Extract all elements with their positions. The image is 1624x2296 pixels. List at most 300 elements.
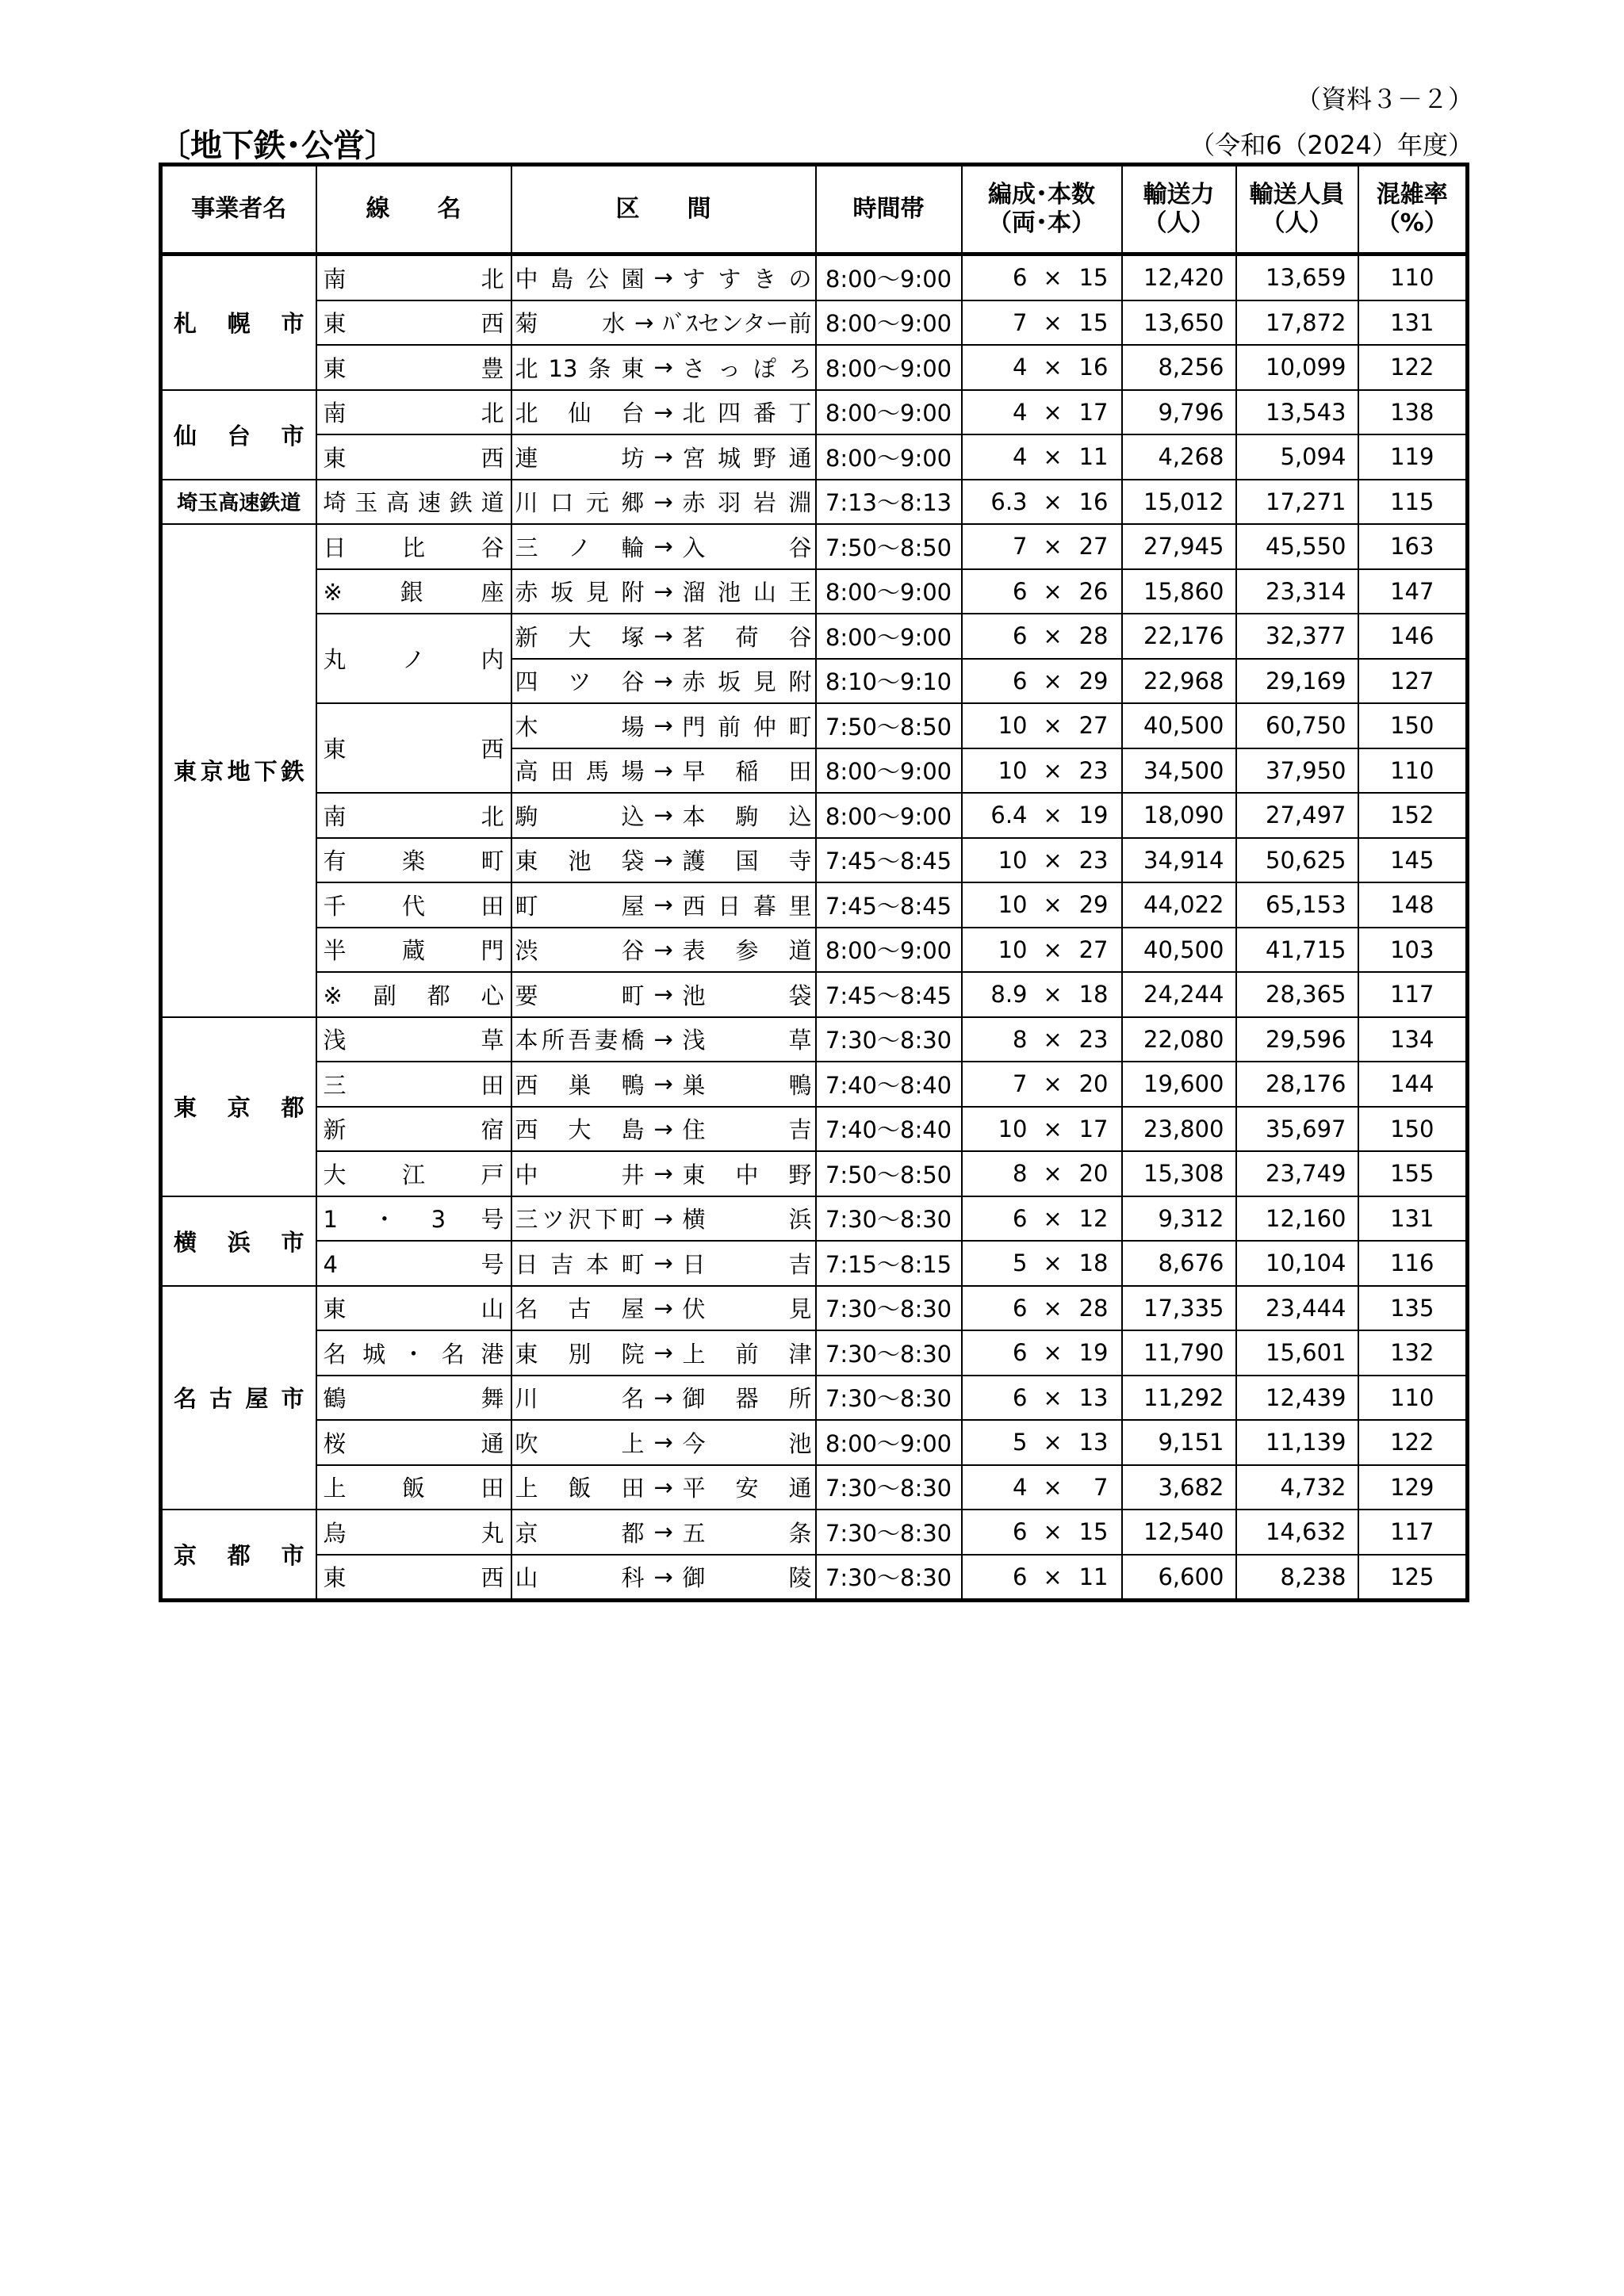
section-wrap (515, 1471, 812, 1503)
formation-cars: 7 (1013, 1070, 1028, 1098)
section-cell (511, 928, 816, 973)
formation-wrap (969, 1518, 1115, 1545)
section-wrap (515, 754, 812, 786)
table-row (161, 1420, 1468, 1465)
time-band-cell: 7:30～8:30 (816, 1465, 962, 1510)
formation-trains: 28 (1078, 622, 1109, 650)
section-to: 東中野 (682, 1161, 812, 1188)
times-sign: × (1043, 802, 1063, 829)
capacity-cell: 22,080 (1122, 1017, 1236, 1062)
capacity-cell: 40,500 (1122, 703, 1236, 748)
passengers-cell: 28,365 (1236, 972, 1358, 1017)
formation-wrap (969, 533, 1115, 560)
formation-cars: 5 (1013, 1429, 1028, 1456)
congestion-rate-cell: 150 (1358, 1107, 1468, 1152)
capacity-cell: 6,600 (1122, 1555, 1236, 1601)
section-cell (511, 254, 816, 300)
section-from: 日吉本町 (515, 1250, 645, 1278)
formation-cell (962, 1062, 1122, 1107)
passengers-cell: 13,659 (1236, 254, 1358, 300)
formation-cars: 10 (998, 891, 1028, 919)
section-from: 名古屋 (515, 1295, 645, 1323)
formation-cell (962, 614, 1122, 659)
table-row (161, 1107, 1468, 1152)
formation-cars: 4 (1013, 354, 1028, 381)
passengers-cell: 14,632 (1236, 1510, 1358, 1555)
congestion-rate-cell: 117 (1358, 972, 1468, 1017)
capacity-cell: 18,090 (1122, 793, 1236, 838)
congestion-rate-cell: 146 (1358, 614, 1468, 659)
formation-trains: 17 (1078, 1115, 1109, 1142)
formation-cars: 4 (1013, 1473, 1028, 1501)
table-row (161, 614, 1468, 659)
header-formation: 編成･本数 （両･本） (962, 165, 1122, 254)
section-to: 御器所 (682, 1385, 812, 1413)
formation-wrap (969, 1474, 1115, 1501)
table-row (161, 928, 1468, 973)
table-row (161, 1510, 1468, 1555)
section-wrap (515, 306, 812, 339)
section-to: 赤羽岩淵 (682, 489, 812, 517)
header-operator: 事業者名 (161, 165, 316, 254)
arrow-icon: → (653, 398, 673, 426)
capacity-cell: 23,800 (1122, 1107, 1236, 1152)
times-sign: × (1043, 1294, 1063, 1322)
capacity-cell: 44,022 (1122, 882, 1236, 928)
congestion-rate-cell: 135 (1358, 1286, 1468, 1331)
formation-trains: 18 (1078, 981, 1109, 1008)
congestion-rate-cell: 148 (1358, 882, 1468, 928)
time-band-cell: 7:30～8:30 (816, 1286, 962, 1331)
formation-cell (962, 1286, 1122, 1331)
congestion-rate-cell: 103 (1358, 928, 1468, 973)
formation-cars: 8.9 (990, 981, 1028, 1008)
section-from: 上飯田 (515, 1475, 645, 1502)
congestion-rate-cell: 117 (1358, 1510, 1468, 1555)
section-from: 赤坂見附 (515, 579, 645, 607)
section-wrap (515, 351, 812, 384)
table-row (161, 1465, 1468, 1510)
section-wrap (515, 889, 812, 921)
section-from: 西大島 (515, 1116, 645, 1144)
section-to: 五条 (682, 1519, 812, 1547)
arrow-icon: → (653, 354, 673, 381)
section-cell (511, 748, 816, 794)
section-from: 駒込 (515, 802, 645, 830)
formation-trains: 11 (1078, 1563, 1109, 1590)
time-band-cell: 7:40～8:40 (816, 1062, 962, 1107)
times-sign: × (1043, 1070, 1063, 1098)
formation-cars: 10 (998, 936, 1028, 963)
congestion-rate-cell: 132 (1358, 1330, 1468, 1376)
passengers-cell: 17,872 (1236, 300, 1358, 346)
congestion-rate-cell: 129 (1358, 1465, 1468, 1510)
section-from: 北仙台 (515, 400, 645, 427)
times-sign: × (1043, 398, 1063, 426)
formation-cars: 6 (1013, 1518, 1028, 1546)
time-band-cell: 8:00～9:00 (816, 390, 962, 435)
operator-cell: 札幌市 (161, 254, 316, 390)
formation-wrap (969, 578, 1115, 605)
congestion-rate-cell: 134 (1358, 1017, 1468, 1062)
section-from: 北13条東 (515, 354, 645, 382)
section-cell (511, 300, 816, 346)
formation-cars: 6 (1013, 264, 1028, 292)
capacity-cell: 9,151 (1122, 1420, 1236, 1465)
formation-trains: 18 (1078, 1249, 1109, 1277)
formation-trains: 23 (1078, 1025, 1109, 1053)
congestion-rate-cell: 150 (1358, 703, 1468, 748)
times-sign: × (1043, 1383, 1063, 1411)
section-cell (511, 614, 816, 659)
time-band-cell: 7:50～8:50 (816, 1151, 962, 1196)
time-band-cell: 7:45～8:45 (816, 972, 962, 1017)
arrow-icon: → (653, 802, 673, 829)
times-sign: × (1043, 712, 1063, 740)
formation-cell (962, 748, 1122, 794)
section-cell (511, 1017, 816, 1062)
formation-trains: 13 (1078, 1429, 1109, 1456)
arrow-icon: → (653, 1115, 673, 1142)
formation-cars: 4 (1013, 443, 1028, 471)
table-row (161, 480, 1468, 525)
formation-trains: 16 (1078, 354, 1109, 381)
formation-cell (962, 838, 1122, 883)
line-name-cell: ※副都心 (316, 972, 511, 1017)
passengers-cell: 4,732 (1236, 1465, 1358, 1510)
formation-cars: 6 (1013, 667, 1028, 695)
line-name-cell: 半蔵門 (316, 928, 511, 973)
congestion-rate-cell: 122 (1358, 345, 1468, 390)
passengers-cell: 12,439 (1236, 1376, 1358, 1421)
capacity-cell: 9,796 (1122, 390, 1236, 435)
congestion-rate-cell: 144 (1358, 1062, 1468, 1107)
table-row (161, 1330, 1468, 1376)
section-to: 本駒込 (682, 802, 812, 830)
arrow-icon: → (653, 1249, 673, 1277)
formation-cell (962, 345, 1122, 390)
arrow-icon: → (653, 1518, 673, 1546)
formation-cars: 10 (998, 846, 1028, 874)
section-cell (511, 345, 816, 390)
operator-cell: 仙台市 (161, 390, 316, 480)
line-name-cell: 新宿 (316, 1107, 511, 1152)
section-to: すすきの (682, 265, 812, 293)
arrow-icon: → (653, 667, 673, 695)
table-row (161, 1196, 1468, 1242)
formation-trains: 13 (1078, 1383, 1109, 1411)
table-row (161, 793, 1468, 838)
formation-wrap (969, 1384, 1115, 1411)
time-band-cell: 7:45～8:45 (816, 882, 962, 928)
formation-cell (962, 1241, 1122, 1286)
formation-wrap (969, 757, 1115, 784)
section-from: 高田馬場 (515, 758, 645, 786)
section-to: 護国寺 (682, 848, 812, 875)
time-band-cell: 7:30～8:30 (816, 1196, 962, 1242)
operator-cell: 東京都 (161, 1017, 316, 1196)
formation-trains: 7 (1094, 1473, 1109, 1501)
congestion-rate-cell: 115 (1358, 480, 1468, 525)
time-band-cell: 7:13～8:13 (816, 480, 962, 525)
formation-cars: 4 (1013, 398, 1028, 426)
section-from: 三ノ輪 (515, 534, 645, 561)
formation-wrap (969, 1339, 1115, 1366)
formation-cell (962, 972, 1122, 1017)
table-row (161, 254, 1468, 300)
formation-wrap (969, 354, 1115, 381)
operator-cell: 名古屋市 (161, 1286, 316, 1510)
formation-wrap (969, 981, 1115, 1008)
section-to: 入谷 (682, 534, 812, 561)
time-band-cell: 7:30～8:30 (816, 1510, 962, 1555)
formation-trains: 20 (1078, 1160, 1109, 1188)
formation-cars: 10 (998, 712, 1028, 740)
formation-cars: 5 (1013, 1249, 1028, 1277)
congestion-rate-cell: 131 (1358, 1196, 1468, 1242)
congestion-rate-cell: 122 (1358, 1420, 1468, 1465)
arrow-icon: → (653, 577, 673, 605)
times-sign: × (1043, 533, 1063, 561)
formation-wrap (969, 622, 1115, 649)
capacity-cell: 9,312 (1122, 1196, 1236, 1242)
formation-wrap (969, 1249, 1115, 1276)
time-band-cell: 7:50～8:50 (816, 524, 962, 569)
times-sign: × (1043, 622, 1063, 650)
formation-cell (962, 524, 1122, 569)
capacity-cell: 4,268 (1122, 434, 1236, 480)
capacity-cell: 12,420 (1122, 254, 1236, 300)
section-cell (511, 1330, 816, 1376)
section-cell (511, 793, 816, 838)
times-sign: × (1043, 264, 1063, 292)
section-to: 宮城野通 (682, 444, 812, 472)
section-wrap (515, 1202, 812, 1234)
capacity-cell: 3,682 (1122, 1465, 1236, 1510)
times-sign: × (1043, 443, 1063, 471)
formation-cars: 8 (1013, 1025, 1028, 1053)
section-wrap (515, 1381, 812, 1414)
line-name-cell: 南北 (316, 793, 511, 838)
formation-cell (962, 1420, 1122, 1465)
time-band-cell: 8:00～9:00 (816, 793, 962, 838)
arrow-icon: → (653, 1383, 673, 1411)
formation-cars: 7 (1013, 533, 1028, 561)
capacity-cell: 40,500 (1122, 928, 1236, 973)
section-cell (511, 1196, 816, 1242)
line-name-cell: 丸ノ内 (316, 614, 511, 703)
arrow-icon: → (653, 891, 673, 919)
arrow-icon: → (653, 1339, 673, 1367)
arrow-icon: → (653, 981, 673, 1008)
section-wrap (515, 1247, 812, 1280)
section-cell (511, 569, 816, 614)
section-to: 伏見 (682, 1295, 812, 1323)
formation-wrap (969, 1205, 1115, 1232)
section-from: 京都 (515, 1519, 645, 1547)
line-name-cell: 桜通 (316, 1420, 511, 1465)
section-cell (511, 480, 816, 525)
section-wrap (515, 664, 812, 697)
congestion-rate-cell: 127 (1358, 659, 1468, 704)
arrow-icon: → (653, 1563, 673, 1590)
line-name-cell: 烏丸 (316, 1510, 511, 1555)
section-to: ﾊﾞｽセンター前 (663, 310, 812, 338)
time-band-cell: 8:00～9:00 (816, 614, 962, 659)
passengers-cell: 29,596 (1236, 1017, 1358, 1062)
section-from: 新大塚 (515, 623, 645, 651)
arrow-icon: → (653, 1429, 673, 1456)
formation-wrap (969, 891, 1115, 918)
times-sign: × (1043, 488, 1063, 515)
operator-cell: 京都市 (161, 1510, 316, 1601)
capacity-cell: 15,012 (1122, 480, 1236, 525)
section-wrap (515, 1337, 812, 1369)
passengers-cell: 8,238 (1236, 1555, 1358, 1601)
capacity-cell: 11,292 (1122, 1376, 1236, 1421)
congestion-rate-cell: 131 (1358, 300, 1468, 346)
section-wrap (515, 1516, 812, 1548)
header-line: 線 名 (316, 165, 511, 254)
line-name-cell: ※銀座 (316, 569, 511, 614)
passengers-cell: 23,444 (1236, 1286, 1358, 1331)
passengers-cell: 37,950 (1236, 748, 1358, 794)
table-row (161, 1062, 1468, 1107)
section-cell (511, 972, 816, 1017)
formation-trains: 27 (1078, 533, 1109, 561)
section-to: 横浜 (682, 1206, 812, 1234)
section-from: 川名 (515, 1385, 645, 1413)
line-name-cell: 東西 (316, 434, 511, 480)
congestion-rate-cell: 116 (1358, 1241, 1468, 1286)
section-wrap (515, 844, 812, 876)
section-from: 町屋 (515, 892, 645, 920)
section-cell (511, 434, 816, 480)
passengers-cell: 65,153 (1236, 882, 1358, 928)
line-name-cell: 東豊 (316, 345, 511, 390)
time-band-cell: 7:30～8:30 (816, 1555, 962, 1601)
section-cell (511, 1465, 816, 1510)
line-name-cell: 名城・名港 (316, 1330, 511, 1376)
section-cell (511, 1286, 816, 1331)
formation-cell (962, 254, 1122, 300)
passengers-cell: 50,625 (1236, 838, 1358, 883)
time-band-cell: 7:30～8:30 (816, 1330, 962, 1376)
times-sign: × (1043, 577, 1063, 605)
congestion-rate-cell: 110 (1358, 1376, 1468, 1421)
passengers-cell: 60,750 (1236, 703, 1358, 748)
times-sign: × (1043, 1204, 1063, 1232)
capacity-cell: 12,540 (1122, 1510, 1236, 1555)
formation-trains: 11 (1078, 443, 1109, 471)
section-to: 平安通 (682, 1475, 812, 1502)
congestion-rate-cell: 110 (1358, 254, 1468, 300)
capacity-cell: 11,790 (1122, 1330, 1236, 1376)
formation-trains: 15 (1078, 308, 1109, 336)
arrow-icon: → (653, 936, 673, 963)
time-band-cell: 7:45～8:45 (816, 838, 962, 883)
section-to: 赤坂見附 (682, 668, 812, 696)
formation-cell (962, 793, 1122, 838)
formation-cell (962, 390, 1122, 435)
formation-trains: 27 (1078, 936, 1109, 963)
time-band-cell: 7:30～8:30 (816, 1376, 962, 1421)
passengers-cell: 29,169 (1236, 659, 1358, 704)
formation-trains: 12 (1078, 1204, 1109, 1232)
section-from: 木場 (515, 713, 645, 740)
line-name-cell: 浅草 (316, 1017, 511, 1062)
table-row (161, 1376, 1468, 1421)
arrow-icon: → (653, 1294, 673, 1322)
table-row (161, 1555, 1468, 1601)
passengers-cell: 10,104 (1236, 1241, 1358, 1286)
passengers-cell: 10,099 (1236, 345, 1358, 390)
capacity-cell: 13,650 (1122, 300, 1236, 346)
section-from: 四ツ谷 (515, 668, 645, 696)
passengers-cell: 45,550 (1236, 524, 1358, 569)
section-wrap (515, 933, 812, 966)
capacity-cell: 15,308 (1122, 1151, 1236, 1196)
formation-cars: 6 (1013, 622, 1028, 650)
congestion-table (159, 163, 1469, 1602)
passengers-cell: 17,271 (1236, 480, 1358, 525)
line-name-cell: 日比谷 (316, 524, 511, 569)
formation-trains: 19 (1078, 1339, 1109, 1367)
formation-cars: 6 (1013, 1339, 1028, 1367)
time-band-cell: 8:00～9:00 (816, 1420, 962, 1465)
times-sign: × (1043, 936, 1063, 963)
section-from: 山科 (515, 1564, 645, 1592)
formation-cars: 6.4 (990, 802, 1028, 829)
table-row (161, 882, 1468, 928)
arrow-icon: → (653, 756, 673, 784)
capacity-cell: 8,256 (1122, 345, 1236, 390)
formation-trains: 15 (1078, 1518, 1109, 1546)
formation-cars: 6 (1013, 1383, 1028, 1411)
time-band-cell: 8:00～9:00 (816, 345, 962, 390)
arrow-icon: → (653, 846, 673, 874)
section-cell (511, 1107, 816, 1152)
times-sign: × (1043, 846, 1063, 874)
formation-trains: 26 (1078, 577, 1109, 605)
section-wrap (515, 799, 812, 832)
section-cell (511, 1420, 816, 1465)
line-name-cell: 有楽町 (316, 838, 511, 883)
section-cell (511, 390, 816, 435)
arrow-icon: → (653, 1070, 673, 1098)
formation-trains: 17 (1078, 398, 1109, 426)
formation-cell (962, 1330, 1122, 1376)
header-capacity: 輸送力 （人） (1122, 165, 1236, 254)
times-sign: × (1043, 308, 1063, 336)
table-row (161, 300, 1468, 346)
section-to: 西日暮里 (682, 892, 812, 920)
table-row (161, 569, 1468, 614)
formation-wrap (969, 309, 1115, 336)
capacity-cell: 27,945 (1122, 524, 1236, 569)
header-time: 時間帯 (816, 165, 962, 254)
section-to: 早稲田 (682, 758, 812, 786)
section-from: 中井 (515, 1161, 645, 1188)
table-row (161, 434, 1468, 480)
times-sign: × (1043, 354, 1063, 381)
section-wrap (515, 1023, 812, 1055)
arrow-icon: → (653, 1204, 673, 1232)
times-sign: × (1043, 981, 1063, 1008)
line-name-cell: 東西 (316, 1555, 511, 1601)
formation-cell (962, 1555, 1122, 1601)
formation-wrap (969, 802, 1115, 828)
